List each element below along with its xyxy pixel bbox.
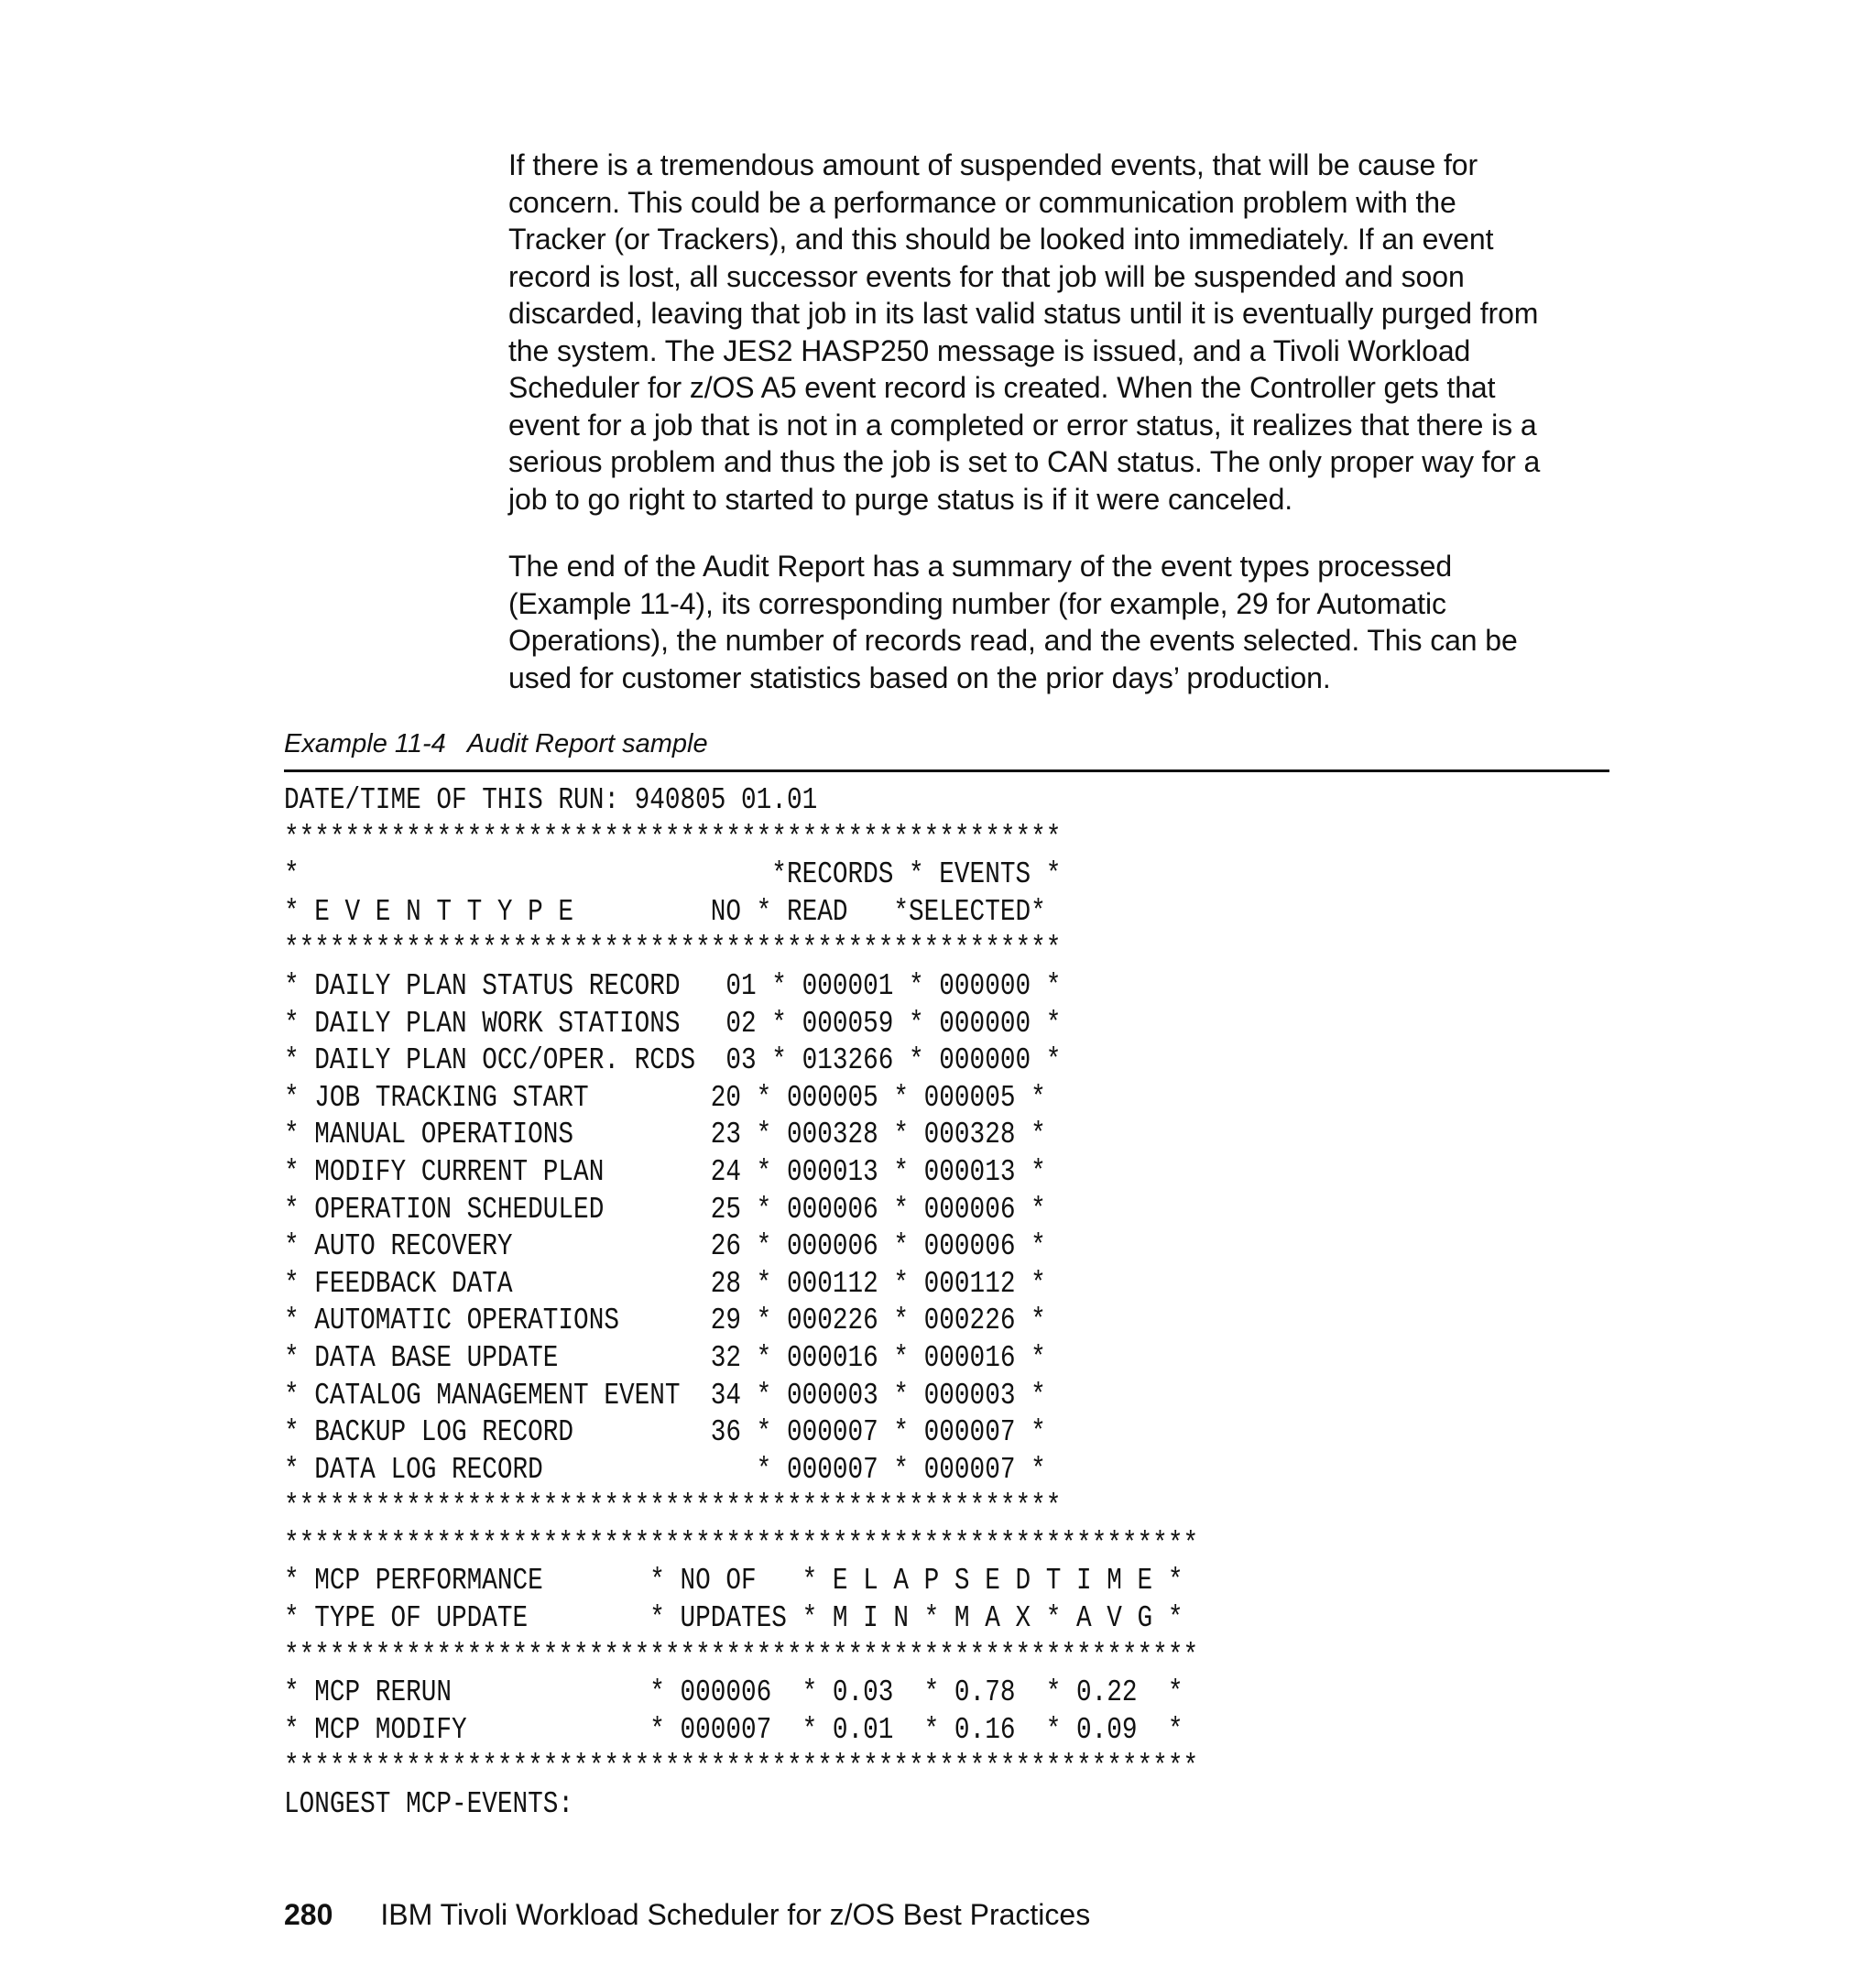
listing-line: *************************************************** (284, 932, 1062, 966)
body-paragraph-2: The end of the Audit Report has a summary of the event types processed (Example 11-4), its corresponding number (for example, 29 for Automatic Operations), the number of records read, and the events selected. This can be used for customer statistics based on the prior days’ production. (508, 550, 1518, 694)
audit-report-listing (284, 782, 1372, 1824)
listing-line: * MODIFY CURRENT PLAN 24 * 000013 * 000013 * (284, 1154, 1046, 1189)
listing-line: * MANUAL OPERATIONS 23 * 000328 * 000328 * (284, 1118, 1046, 1152)
listing-line: * JOB TRACKING START 20 * 000005 * 000005 * (284, 1080, 1046, 1115)
listing-line: * MCP RERUN * 000006 * 0.03 * 0.78 * 0.22 * (284, 1675, 1183, 1710)
page-footer (284, 1896, 1090, 1933)
body-paragraph-1: If there is a tremendous amount of suspended events, that will be cause for concern. This could be a performance or communication problem with the Tracker (or Trackers), and this should be looked into immediately. If an event record is lost, all successor events for that job will be suspended and soon discarded, leaving that job in its last valid status until it is eventually purged from the system. The JES2 HASP250 message is issued, and a Tivoli Workload Scheduler for z/OS A5 event record is created. When the Controller gets that event for a job that is not in a completed or error status, it realizes that there is a serious problem and thus the job is set to CAN status. The only proper way for a job to go right to started to purge status is if it were canceled. (508, 148, 1541, 516)
listing-line: * MCP PERFORMANCE * NO OF * E L A P S E D T I M E * (284, 1564, 1183, 1599)
example-caption: Example 11-4 Audit Report sample (284, 729, 708, 758)
listing-line: DATE/TIME OF THIS RUN: 940805 01.01 (284, 783, 818, 817)
listing-line: * MCP MODIFY * 000007 * 0.01 * 0.16 * 0.09 * (284, 1712, 1183, 1747)
page-number: 280 (284, 1898, 333, 1931)
listing-line: *************************************************** (284, 820, 1062, 855)
example-top-rule (284, 769, 1609, 772)
listing-line: * E V E N T T Y P E NO * READ *SELECTED* (284, 894, 1046, 929)
listing-line: * DAILY PLAN STATUS RECORD 01 * 000001 * 000000 * (284, 968, 1062, 1003)
listing-line: * TYPE OF UPDATE * UPDATES * M I N * M A X * A V G * (284, 1601, 1183, 1636)
listing-line: ************************************************************ (284, 1638, 1199, 1673)
listing-line: LONGEST MCP-EVENTS: (284, 1787, 574, 1822)
listing-line: * FEEDBACK DATA 28 * 000112 * 000112 * (284, 1266, 1046, 1301)
listing-line: * DATA LOG RECORD * 000007 * 000007 * (284, 1452, 1046, 1487)
listing-line: * AUTOMATIC OPERATIONS 29 * 000226 * 000226 * (284, 1304, 1046, 1338)
listing-line: * CATALOG MANAGEMENT EVENT 34 * 000003 * 000003 * (284, 1378, 1046, 1413)
listing-line: * *RECORDS * EVENTS * (284, 857, 1062, 892)
listing-line: * OPERATION SCHEDULED 25 * 000006 * 000006 * (284, 1192, 1046, 1227)
listing-line: ************************************************************ (284, 1526, 1199, 1561)
listing-line: * DAILY PLAN OCC/OPER. RCDS 03 * 013266 * 000000 * (284, 1043, 1062, 1078)
listing-line: * BACKUP LOG RECORD 36 * 000007 * 000007 * (284, 1415, 1046, 1450)
listing-line: * AUTO RECOVERY 26 * 000006 * 000006 * (284, 1229, 1046, 1264)
listing-line: * DAILY PLAN WORK STATIONS 02 * 000059 * 000000 * (284, 1006, 1062, 1041)
listing-line: *************************************************** (284, 1490, 1062, 1524)
book-title: IBM Tivoli Workload Scheduler for z/OS Best Practices (380, 1898, 1091, 1931)
listing-line: ************************************************************ (284, 1750, 1199, 1784)
listing-line: * DATA BASE UPDATE 32 * 000016 * 000016 * (284, 1340, 1046, 1375)
